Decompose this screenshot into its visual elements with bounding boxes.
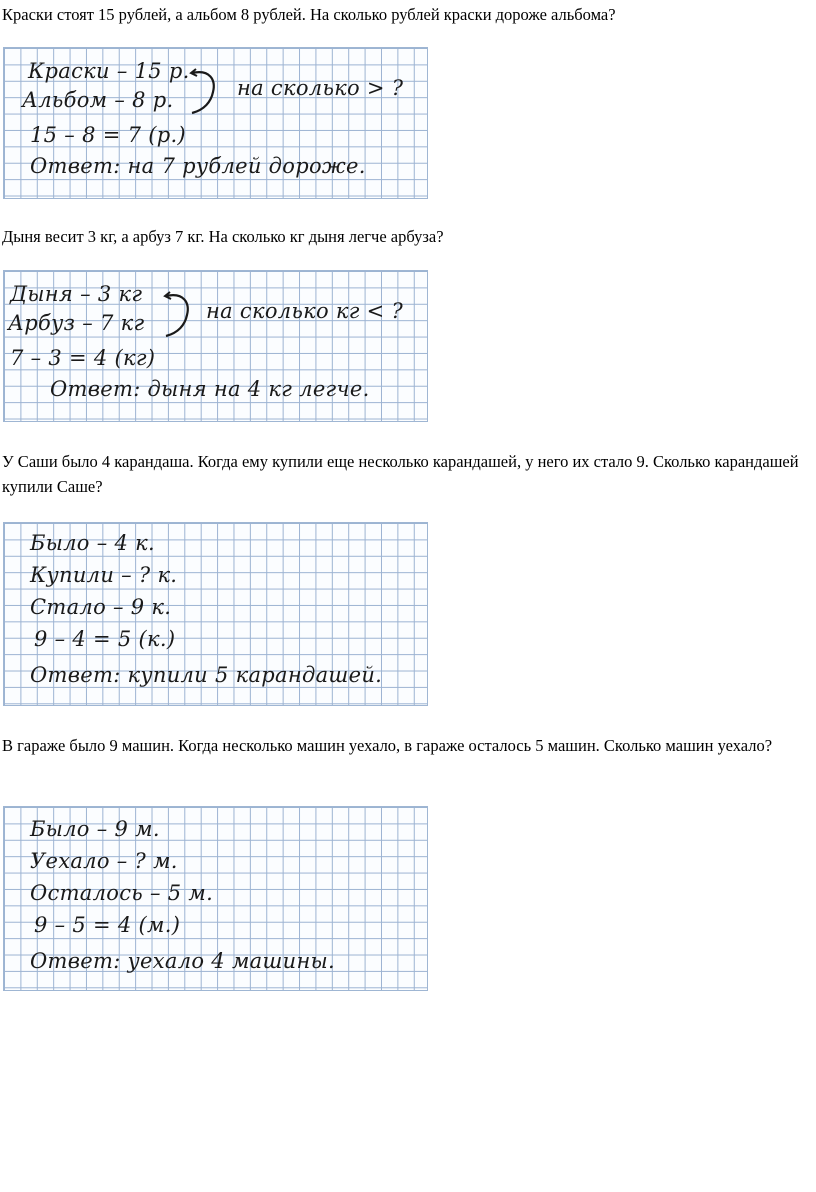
problem-1-grid-note [3, 47, 428, 199]
problem-3-line-1: Было – 4 к. [30, 531, 155, 555]
problem-4-line-2: Уехало – ? м. [30, 849, 178, 873]
problem-2-answer: Ответ: дыня на 4 кг легче. [50, 377, 370, 401]
problem-3-grid-note [3, 522, 428, 706]
problem-3-question: У Саши было 4 карандаша. Когда ему купили еще несколько карандашей, у него их стало 9. Сколько карандашей купили Саше? [2, 452, 799, 496]
problem-2-line-1: Дыня – 3 кг [10, 282, 143, 306]
problem-4-line-3: Осталось – 5 м. [30, 881, 214, 905]
problem-2-calc: 7 – 3 = 4 (кг) [10, 346, 156, 370]
problem-4-line-1: Было – 9 м. [30, 817, 160, 841]
problem-4-grid-note [3, 806, 428, 991]
problem-2-grid-note [3, 270, 428, 422]
problem-1-calc: 15 – 8 = 7 (р.) [30, 123, 186, 147]
problem-3-calc: 9 – 4 = 5 (к.) [34, 627, 176, 651]
problem-1-answer: Ответ: на 7 рублей дороже. [30, 154, 366, 178]
problem-1-compare: на сколько > ? [237, 76, 404, 100]
problem-1-brace-arrow [188, 66, 228, 120]
problem-1-line-2: Альбом – 8 р. [22, 88, 174, 112]
problem-1-line-1: Краски – 15 р. [28, 59, 190, 83]
problem-3-line-2: Купили – ? к. [30, 563, 178, 587]
problem-4-calc: 9 – 5 = 4 (м.) [34, 913, 181, 937]
problem-3-line-3: Стало – 9 к. [30, 595, 172, 619]
problem-2-line-2: Арбуз – 7 кг [8, 311, 145, 335]
problem-3-answer: Ответ: купили 5 карандашей. [30, 663, 383, 687]
problem-4-question: В гараже было 9 машин. Когда несколько машин уехало, в гараже осталось 5 машин. Сколько машин уехало? [2, 736, 773, 755]
problem-2-brace-arrow [162, 289, 202, 343]
problem-4-answer: Ответ: уехало 4 машины. [30, 949, 336, 973]
problem-1-question: Краски стоят 15 рублей, а альбом 8 рублей. На сколько рублей краски дороже альбома? [2, 5, 616, 24]
problem-2-compare: на сколько кг < ? [206, 299, 404, 323]
problem-2-question: Дыня весит 3 кг, а арбуз 7 кг. На сколько кг дыня легче арбуза? [2, 227, 444, 246]
